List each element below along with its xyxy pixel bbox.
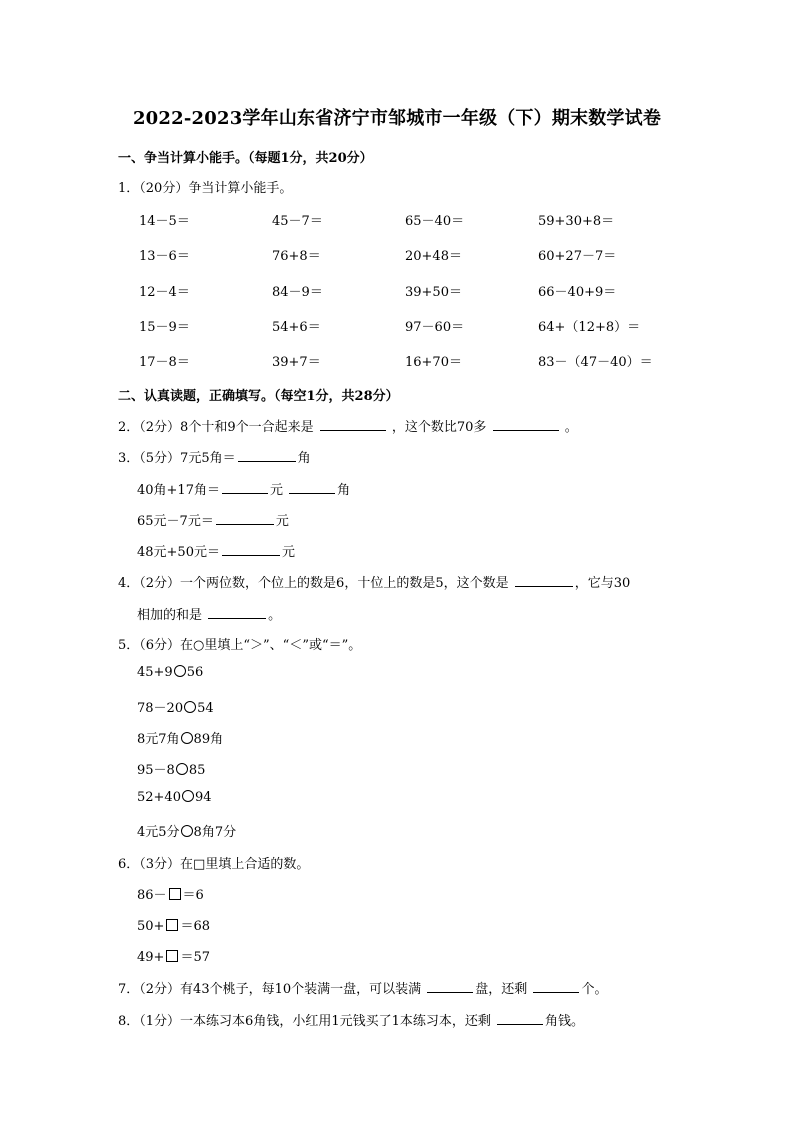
q3-unit: 元 [269, 483, 283, 498]
q1-item: 60+27－7＝ [538, 249, 617, 264]
q5-left: 8元7角 [137, 732, 180, 747]
q5-right: 8角7分 [193, 825, 237, 840]
answer-box[interactable] [166, 950, 178, 962]
q8 [118, 1010, 584, 1029]
q5-left: 4元5分 [137, 825, 180, 840]
q4-text: 4．（2分）一个两位数，个位上的数是6，十位上的数是5，这个数是 [118, 576, 509, 591]
q1-item: 64+（12+8）＝ [538, 320, 641, 335]
q4-text: 。 [268, 608, 282, 623]
q3-text: 65元－7元＝ [137, 514, 214, 529]
q5-right: 94 [194, 790, 212, 805]
q5-left: 52+40 [137, 790, 181, 805]
q7 [118, 978, 607, 997]
q6-right: ＝68 [180, 919, 210, 934]
answer-box[interactable] [166, 919, 178, 931]
q1-item: 65－40＝ [405, 214, 465, 229]
q3-unit: 角 [297, 451, 311, 466]
q7-text: 盘，还剩 [475, 982, 528, 997]
q3-line-3 [137, 510, 289, 529]
answer-blank[interactable] [493, 418, 559, 431]
q1-item: 59+30+8＝ [538, 214, 615, 229]
answer-blank[interactable] [216, 512, 274, 525]
q8-text: 角钱。 [545, 1014, 585, 1029]
page-title: 2022-2023学年山东省济宁市邹城市一年级（下）期末数学试卷 [132, 108, 662, 129]
q3-line-1 [118, 447, 311, 466]
q4-text: 相加的和是 [137, 608, 203, 623]
q3-unit: 角 [337, 483, 351, 498]
q3-line-4 [137, 541, 295, 560]
q1-header: 1．（20分）争当计算小能手。 [118, 181, 293, 196]
answer-blank[interactable] [238, 449, 296, 462]
answer-blank[interactable] [533, 980, 579, 993]
q5-left: 95－8 [137, 763, 175, 778]
q6-item [137, 884, 204, 903]
q3-text: 40角+17角＝ [137, 483, 220, 498]
q8-text: 8．（1分）一本练习本6角钱，小红用1元钱买了1本练习本，还剩 [118, 1014, 491, 1029]
q6-right: ＝6 [182, 888, 204, 903]
q2 [118, 416, 578, 435]
q7-text: 7．（2分）有43个桃子，每10个装满一盘，可以装满 [118, 982, 422, 997]
answer-blank[interactable] [222, 481, 268, 494]
q1-item: 76+8＝ [272, 249, 321, 264]
q6-header: 6．（3分）在□里填上合适的数。 [118, 857, 310, 872]
compare-circle[interactable] [176, 763, 188, 775]
q5-right: 54 [197, 701, 214, 716]
q3-text: 48元+50元＝ [137, 545, 220, 560]
answer-blank[interactable] [289, 481, 335, 494]
q6-left: 86－ [137, 888, 167, 903]
q1-item: 83－（47－40）＝ [538, 355, 653, 370]
q4-line-2 [137, 604, 281, 623]
section-2-heading: 二、认真读题，正确填写。（每空1分，共28分） [118, 389, 399, 404]
q4-text: ，它与30 [574, 576, 631, 591]
q1-item: 15－9＝ [139, 320, 190, 335]
q2-text-b: ，这个数比70多 [391, 420, 487, 435]
q1-item: 97－60＝ [405, 320, 465, 335]
q6-left: 50+ [137, 919, 165, 934]
answer-blank[interactable] [320, 418, 386, 431]
q1-item: 45－7＝ [272, 214, 323, 229]
q1-item: 66－40+9＝ [538, 285, 617, 300]
q1-item: 20+48＝ [405, 249, 462, 264]
q1-item: 16+70＝ [405, 355, 462, 370]
q5-item [137, 728, 223, 747]
q4-line-1 [118, 572, 630, 591]
q1-item: 39+7＝ [272, 355, 321, 370]
answer-box[interactable] [169, 888, 181, 900]
compare-circle[interactable] [181, 825, 193, 837]
q5-item [137, 697, 214, 716]
compare-circle[interactable] [184, 701, 196, 713]
q1-item: 13－6＝ [139, 249, 190, 264]
q1-item: 39+50＝ [405, 285, 462, 300]
q1-item: 17－8＝ [139, 355, 190, 370]
q5-left: 45+9 [137, 665, 173, 680]
q3-text: 3．（5分）7元5角＝ [118, 451, 236, 466]
q5-left: 78－20 [137, 701, 184, 716]
q1-item: 14－5＝ [139, 214, 190, 229]
compare-circle[interactable] [174, 665, 186, 677]
q5-right: 89角 [193, 732, 224, 747]
compare-circle[interactable] [181, 732, 193, 744]
q3-unit: 元 [275, 514, 289, 529]
q5-item [137, 665, 203, 680]
section-1-heading: 一、争当计算小能手。（每题1分，共20分） [118, 151, 373, 166]
q3-line-2 [137, 479, 350, 498]
q3-unit: 元 [281, 545, 295, 560]
q5-header: 5．（6分）在○里填上“＞”、“＜”或“＝”。 [118, 638, 362, 653]
q6-left: 49+ [137, 950, 165, 965]
answer-blank[interactable] [427, 980, 473, 993]
answer-blank[interactable] [208, 606, 266, 619]
q6-item [137, 946, 210, 965]
q5-right: 56 [186, 665, 204, 680]
q6-right: ＝57 [180, 950, 210, 965]
q5-item [137, 790, 212, 805]
q1-item: 84－9＝ [272, 285, 323, 300]
q2-text-c: 。 [564, 420, 578, 435]
answer-blank[interactable] [515, 574, 573, 587]
q1-item: 12－4＝ [139, 285, 190, 300]
q5-item [137, 821, 236, 840]
compare-circle[interactable] [182, 790, 194, 802]
answer-blank[interactable] [222, 543, 280, 556]
q1-item: 54+6＝ [272, 320, 321, 335]
q6-item [137, 915, 210, 934]
q7-text: 个。 [581, 982, 608, 997]
q5-item [137, 759, 205, 778]
answer-blank[interactable] [497, 1012, 543, 1025]
q2-text-a: 2．（2分）8个十和9个一合起来是 [118, 420, 314, 435]
q5-right: 85 [188, 763, 206, 778]
